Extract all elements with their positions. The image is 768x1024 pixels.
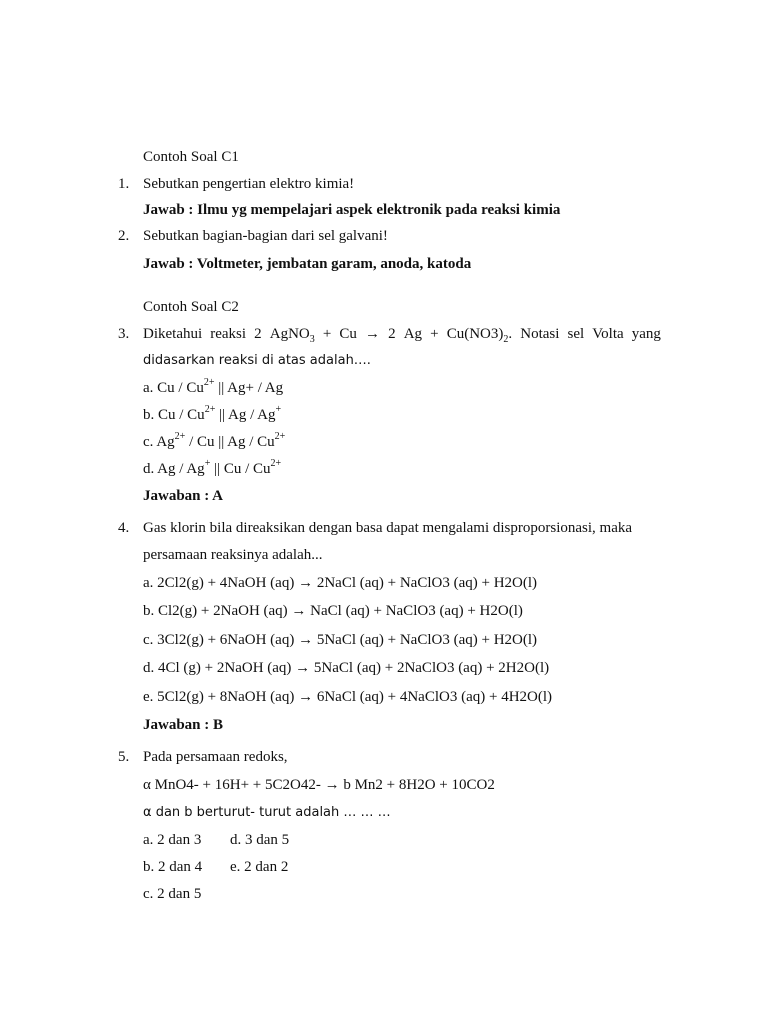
option-b: b. Cu / $Cu^{2+}$ || Ag / Ag+	[143, 404, 282, 423]
question-2-text: Sebutkan bagian-bagian dari sel galvani!	[143, 228, 388, 244]
option-d: d. 3 dan 5	[230, 832, 290, 848]
question-5-line-1: Pada persamaan redoks,	[143, 749, 288, 765]
option-c: c. 3Cl2(g) + 6NaOH (aq) → 5NaCl (aq) + NaClO3 (aq) + H2O(l)	[143, 632, 538, 648]
question-3-line-2: didasarkan reaksi di atas adalah….	[143, 353, 371, 368]
question-1-answer: Jawab : Ilmu yg mempelajari aspek elektronik pada reaksi kimia	[143, 202, 561, 218]
word: Cu	[339, 326, 357, 342]
option-c: c. 2 dan 5	[143, 886, 202, 902]
question-number: 1.	[118, 176, 130, 192]
section-c2-heading: Contoh Soal C2	[143, 299, 239, 315]
word-cuno3: $Cu(NO3)_2$.	[446, 326, 513, 345]
word: +	[322, 326, 332, 342]
question-2-answer: Jawab : Voltmeter, jembatan garam, anoda, katoda	[143, 256, 472, 272]
question-4-answer: Jawaban : B	[143, 717, 224, 733]
question-4-line-1: Gas klorin bila direaksikan dengan basa dapat mengalami disproporsionasi, maka	[143, 520, 633, 536]
word: reaksi	[210, 326, 247, 342]
word: 2	[254, 326, 262, 342]
question-1-text: Sebutkan pengertian elektro kimia!	[143, 176, 355, 192]
option-e: e. 5Cl2(g) + 8NaOH (aq) → 6NaCl (aq) + 4NaClO3 (aq) + 4H2O(l)	[143, 689, 553, 705]
option-a: a. Cu / $Cu^{2+}$ || Ag+ / Ag	[143, 377, 284, 396]
word: yang	[631, 326, 661, 342]
word: Volta	[592, 326, 624, 342]
section-c1-heading: Contoh Soal C1	[143, 149, 239, 165]
question-number: 2.	[118, 228, 130, 244]
option-b: b. 2 dan 4	[143, 859, 203, 875]
option-d: d. Ag / Ag+ || Cu / $Cu^{2+}$	[143, 458, 282, 477]
option-a: a. 2 dan 3	[143, 832, 202, 848]
word: Ag	[403, 326, 423, 342]
option-e: e. 2 dan 2	[230, 859, 289, 875]
word: sel	[567, 326, 585, 342]
word: +	[430, 326, 439, 342]
word-agno3: AgNO$_3$	[269, 326, 315, 345]
option-d: d. 4Cl (g) + 2NaOH (aq) → 5NaCl (aq) + 2NaClO3 (aq) + 2H2O(l)	[143, 660, 550, 676]
question-5-equation: α MnO4- + 16H+ + 5C2O42- → b Mn2 + 8H2O + 10CO2	[143, 777, 495, 793]
question-number: 5.	[118, 749, 130, 765]
question-5-line-3: α dan b berturut- turut adalah … … …	[143, 805, 391, 820]
option-b: b. Cl2(g) + 2NaOH (aq) → NaCl (aq) + NaClO3 (aq) + H2O(l)	[143, 603, 523, 619]
question-number: 4.	[118, 520, 130, 536]
question-3-answer: Jawaban : A	[143, 488, 224, 504]
question-4-line-2: persamaan reaksinya adalah...	[143, 547, 323, 563]
question-3-line-1	[143, 325, 661, 343]
option-c: c. $Ag^{2+}$ / Cu || Ag / $Cu^{2+}$	[143, 431, 286, 450]
option-a: a. 2Cl2(g) + 4NaOH (aq) → 2NaCl (aq) + NaClO3 (aq) + H2O(l)	[143, 575, 538, 591]
word: Notasi	[520, 326, 560, 342]
word: Diketahui	[143, 326, 203, 342]
arrow: →	[365, 326, 381, 342]
question-number: 3.	[118, 326, 130, 342]
word: 2	[388, 326, 396, 342]
